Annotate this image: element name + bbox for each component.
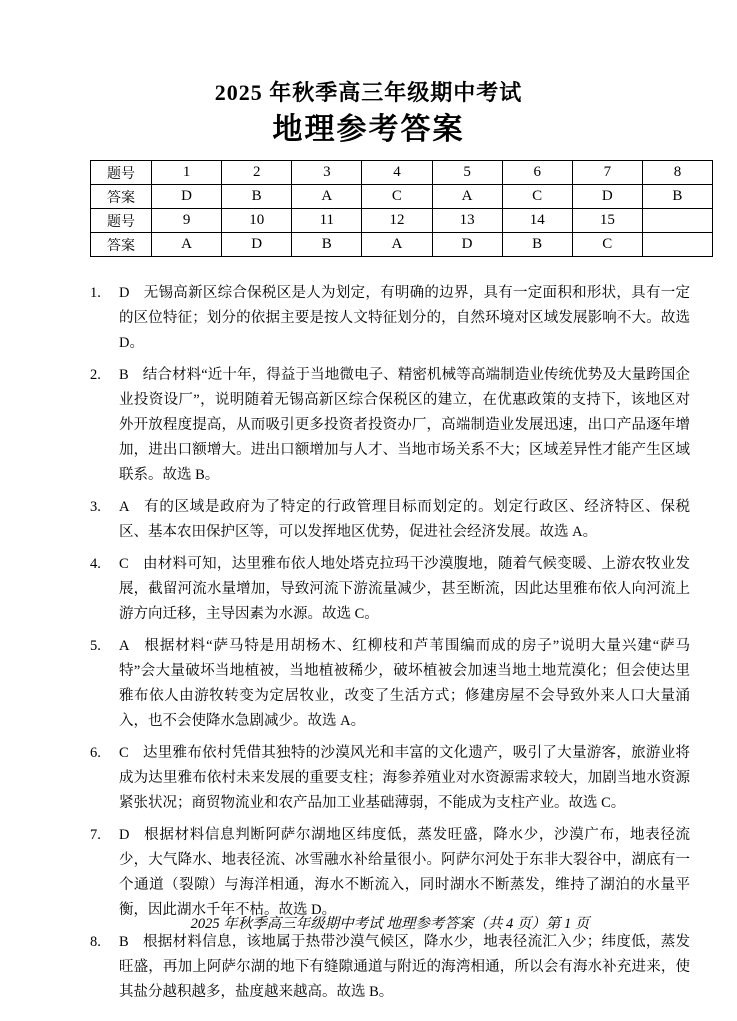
item-answer: A bbox=[119, 638, 130, 654]
question-number-cell: 2 bbox=[222, 161, 292, 185]
item-number: 5. bbox=[90, 638, 101, 654]
item-answer: C bbox=[119, 745, 129, 761]
question-number-cell: 9 bbox=[152, 209, 222, 233]
answer-cell: B bbox=[292, 233, 362, 257]
item-explanation: 由材料可知，达里雅布依人地处塔克拉玛干沙漠腹地，随着气候变暖、上游农牧业发展，截留河流水量增加，导致河流下游流量减少，甚至断流，因此达里雅布依人向河流上游方向迁移，主导因素为水源。故选 C。 bbox=[119, 556, 690, 622]
explanation-item bbox=[90, 930, 690, 1005]
item-answer: D bbox=[119, 285, 130, 301]
answer-cell: C bbox=[572, 233, 642, 257]
item-answer: B bbox=[119, 367, 129, 383]
answer-cell: B bbox=[642, 185, 712, 209]
row-label: 答案 bbox=[91, 233, 152, 257]
item-text bbox=[119, 281, 690, 356]
answer-cell: D bbox=[222, 233, 292, 257]
item-answer: B bbox=[119, 934, 129, 950]
question-number-cell: 12 bbox=[362, 209, 432, 233]
answer-cell: D bbox=[572, 185, 642, 209]
answer-cell: C bbox=[362, 185, 432, 209]
question-number-cell: 5 bbox=[432, 161, 502, 185]
question-number-cell: 6 bbox=[502, 161, 572, 185]
explanation-item bbox=[90, 552, 690, 627]
explanation-item bbox=[90, 495, 690, 545]
item-text bbox=[119, 495, 690, 545]
item-number: 8. bbox=[90, 934, 101, 950]
item-explanation: 根据材料信息判断阿萨尔湖地区纬度低，蒸发旺盛，降水少，沙漠广布，地表径流少，大气降水、地表径流、冰雪融水补给量很小。阿萨尔河处于东非大裂谷中，湖底有一个通道（裂隙）与海洋相通，海水不断流入，同时湖水不断蒸发，维持了湖泊的水量平衡，因此湖水千年不枯。故选 D。 bbox=[119, 827, 690, 918]
item-explanation: 有的区域是政府为了特定的行政管理目标而划定的。划定行政区、经济特区、保税区、基本农田保护区等，可以发挥地区优势，促进社会经济发展。故选 A。 bbox=[119, 499, 690, 540]
answer-table-row bbox=[91, 185, 713, 209]
question-number-cell: 13 bbox=[432, 209, 502, 233]
answer-cell: C bbox=[502, 185, 572, 209]
question-number-cell: 11 bbox=[292, 209, 362, 233]
item-explanation: 根据材料“萨马特是用胡杨木、红柳枝和芦苇围编而成的房子”说明大量兴建“萨马特”会大量破坏当地植被，当地植被稀少，破坏植被会加速当地土地荒漠化；但会使达里雅布依人由游牧转变为定居牧业，改变了生活方式；修建房屋不会导致外来人口大量涌入，也不会使降水急剧减少。故选 A。 bbox=[119, 638, 690, 729]
explanation-item bbox=[90, 634, 690, 734]
answer-table-row bbox=[91, 209, 713, 233]
question-number-cell: 4 bbox=[362, 161, 432, 185]
explanation-item bbox=[90, 363, 690, 488]
row-label: 题号 bbox=[91, 161, 152, 185]
item-explanation: 根据材料信息，该地属于热带沙漠气候区，降水少，地表径流汇入少；纬度低，蒸发旺盛，再加上阿萨尔湖的地下有缝隙通道与附近的海湾相通，所以会有海水补充进来，使其盐分越积越多，盐度越来越高。故选 B。 bbox=[119, 934, 690, 1000]
answer-cell: B bbox=[502, 233, 572, 257]
page-subtitle: 地理参考答案 bbox=[272, 113, 465, 146]
question-number-cell: 1 bbox=[152, 161, 222, 185]
answer-table-body bbox=[91, 161, 713, 257]
question-number-cell: 10 bbox=[222, 209, 292, 233]
item-number: 4. bbox=[90, 556, 101, 572]
question-number-cell: 7 bbox=[572, 161, 642, 185]
item-number: 1. bbox=[90, 285, 101, 301]
answer-cell: A bbox=[432, 185, 502, 209]
question-number-cell: 3 bbox=[292, 161, 362, 185]
explanation-item bbox=[90, 741, 690, 816]
question-number-cell: 14 bbox=[502, 209, 572, 233]
answer-cell bbox=[642, 233, 712, 257]
item-explanation: 无锡高新区综合保税区是人为划定，有明确的边界，具有一定面积和形状，具有一定的区位特征；划分的依据主要是按人文特征划分的，自然环境对区域发展影响不大。故选 D。 bbox=[119, 285, 690, 351]
item-answer: D bbox=[119, 827, 130, 843]
item-text bbox=[119, 823, 690, 923]
answer-cell: A bbox=[292, 185, 362, 209]
item-text bbox=[119, 363, 690, 488]
answer-cell: B bbox=[222, 185, 292, 209]
item-explanation: 达里雅布依村凭借其独特的沙漠风光和丰富的文化遗产，吸引了大量游客，旅游业将成为达里雅布依村未来发展的重要支柱；海参养殖业对水资源需求较大，加剧当地水资源紧张状况；商贸物流业和农产品加工业基础薄弱，不能成为支柱产业。故选 C。 bbox=[119, 745, 690, 811]
answer-cell: D bbox=[432, 233, 502, 257]
item-answer: C bbox=[119, 556, 129, 572]
question-number-cell: 8 bbox=[642, 161, 712, 185]
answer-table bbox=[90, 160, 713, 257]
explanation-list bbox=[90, 281, 690, 1005]
item-text bbox=[119, 741, 690, 816]
answer-table-row bbox=[91, 233, 713, 257]
row-label: 题号 bbox=[91, 209, 152, 233]
item-text bbox=[119, 552, 690, 627]
question-number-cell: 15 bbox=[572, 209, 642, 233]
page-title: 2025 年秋季高三年级期中考试 bbox=[214, 80, 523, 105]
explanation-item bbox=[90, 823, 690, 923]
answer-table-row bbox=[91, 161, 713, 185]
item-answer: A bbox=[119, 499, 130, 515]
item-number: 6. bbox=[90, 745, 101, 761]
row-label: 答案 bbox=[91, 185, 152, 209]
page-footer: 2025 年秋季高三年级期中考试 地理参考答案（共 4 页）第 1 页 bbox=[190, 916, 590, 932]
item-text bbox=[119, 634, 690, 734]
answer-cell: A bbox=[362, 233, 432, 257]
item-text bbox=[119, 930, 690, 1005]
explanation-item bbox=[90, 281, 690, 356]
answer-cell: A bbox=[152, 233, 222, 257]
item-number: 2. bbox=[90, 367, 101, 383]
item-number: 7. bbox=[90, 827, 101, 843]
answer-cell: D bbox=[152, 185, 222, 209]
page-content bbox=[90, 160, 713, 1005]
item-explanation: 结合材料“近十年，得益于当地微电子、精密机械等高端制造业传统优势及大量跨国企业投资设厂”，说明随着无锡高新区综合保税区的建立，在优惠政策的支持下，该地区对外开放程度提高，从而吸引更多投资者投资办厂，高端制造业发展迅速，出口产品逐年增加，进出口额增大。进出口额增加与人才、当地市场关系不大；区域差异性才能产生区域联系。故选 B。 bbox=[119, 367, 690, 483]
item-number: 3. bbox=[90, 499, 101, 515]
question-number-cell bbox=[642, 209, 712, 233]
